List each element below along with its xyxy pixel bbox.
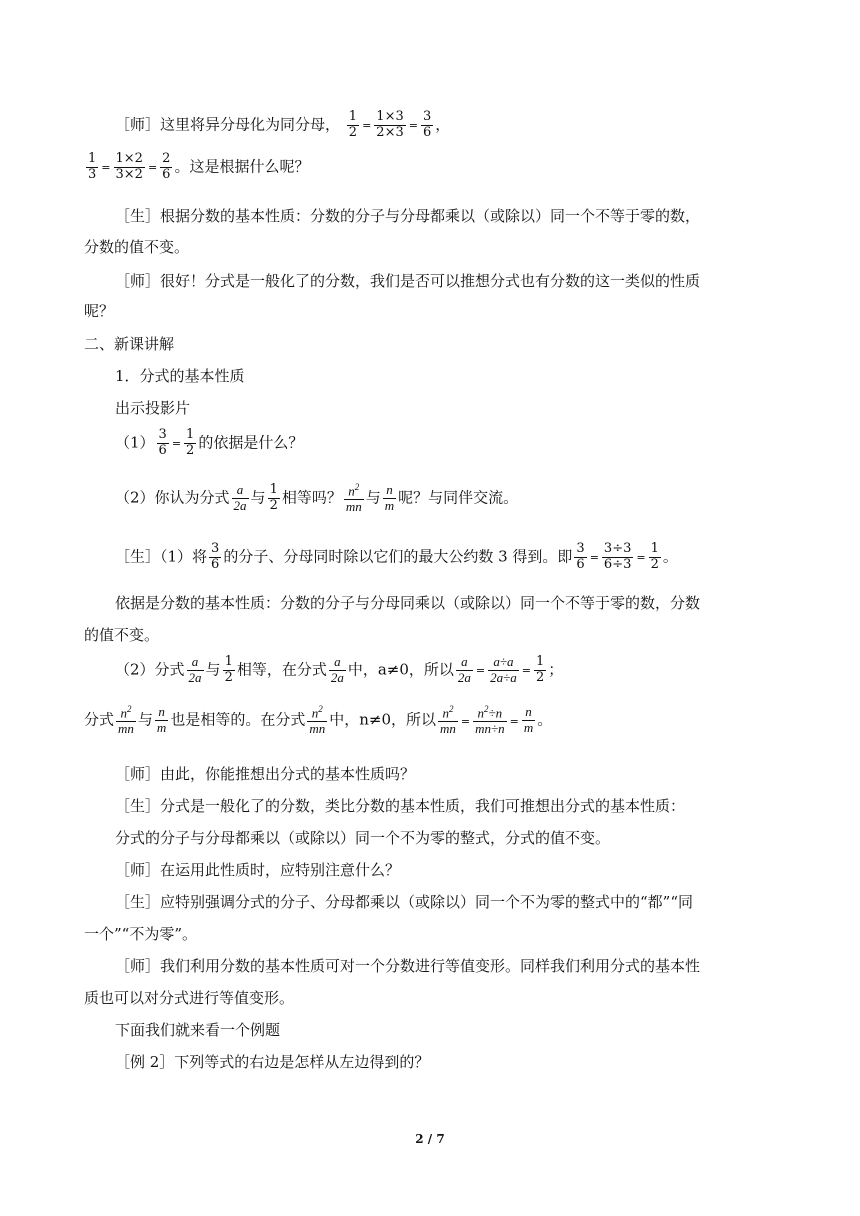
example-2-title: ［例 2］下列等式的右边是怎样从左边得到的？: [115, 1053, 430, 1071]
paragraph-student-1-cont: 分数的值不变。: [84, 238, 190, 256]
paragraph-student-3: ［生］应特别强调分式的分子、分母都乘以（或除以）同一个不为零的整式中的“都”“同: [115, 893, 694, 911]
fraction: $\frac{n^2\div n}{mn\div n}$: [475, 704, 505, 737]
paragraph-basis-cont: 的值不变。: [84, 626, 160, 644]
answer-1: ［生］（1）将 $\frac{3}{6}$ 的分子、分母同时除以它们的最大公约数 3 得到。即 $\frac{3}{6}$ = $\frac{3\div 3}{6\div 3}$ = $\frac{1}{2}$ 。: [115, 541, 678, 572]
question-2: （2）你认为分式 $\frac{a}{2a}$ 与 $\frac{1}{2}$ 相等吗？ $\frac{n^2}{mn}$ 与 $\frac{n}{m}$ 呢？与同伴交流。: [115, 482, 519, 515]
paragraph-student-2-cont: 分式的分子与分母都乘以（或除以）同一个不为零的整式，分式的值不变。: [115, 829, 611, 847]
fraction: $\frac{n^2}{mn}$: [345, 482, 362, 515]
fraction: $\frac{n}{m}$: [384, 482, 395, 514]
fraction: $\frac{1}{2}$: [224, 654, 233, 685]
page-number: 2 / 7: [415, 1132, 445, 1146]
fraction: $\frac{a}{2a}$: [188, 654, 202, 685]
fraction: $\frac{1}{2}$: [269, 482, 278, 514]
paragraph-student-1: ［生］根据分数的基本性质：分数的分子与分母都乘以（或除以）同一个不等于零的数，: [115, 207, 701, 225]
subsection-heading: 1．分式的基本性质: [115, 367, 245, 385]
fraction: $\frac{1}{2}$: [186, 427, 195, 458]
fraction: $\frac{3}{6}$: [576, 541, 585, 572]
fraction: $\frac{1}{2}$: [348, 109, 358, 140]
paragraph-teacher-2: ［师］很好！分式是一般化了的分数，我们是否可以推想分式也有分数的这一类似的性质: [115, 272, 701, 290]
show-slide-text: 出示投影片: [115, 399, 191, 417]
fraction: $\frac{a}{2a}$: [233, 482, 247, 514]
fraction: $\frac{1}{3}$: [88, 151, 97, 182]
line-teacher-1-cont: $\frac{1}{3}$ = $\frac{1\times 2}{3\times 2}$ = $\frac{2}{6}$ 。这是根据什么呢？: [88, 151, 310, 182]
paragraph-student-3-cont: 一个”“不为零”。: [84, 925, 198, 943]
paragraph-basis: 依据是分数的基本性质：分数的分子与分母同乘以（或除以）同一个不等于零的数，分数: [115, 594, 701, 612]
paragraph-teacher-5-cont: 质也可以对分式进行等值变形。: [84, 989, 295, 1007]
fraction: $\frac{3}{6}$: [211, 541, 220, 572]
paragraph-teacher-4: ［师］在运用此性质时，应特别注意什么？: [115, 861, 401, 879]
answer-2-cont: 分式 $\frac{n^2}{mn}$ 与 $\frac{n}{m}$ 也是相等的。在分式 $\frac{n^2}{mn}$ 中，n≠0，所以 $\frac{n^2}{mn}$ = $\frac{n^2\div n}{mn\div n}$ = $\frac{n}{m}$ 。: [84, 704, 553, 737]
paragraph-teacher-3: ［师］由此，你能推想出分式的基本性质吗？: [115, 765, 416, 783]
fraction: $\frac{a}{2a}$: [457, 654, 471, 685]
fraction: $\frac{1}{2}$: [650, 541, 659, 572]
question-1: （1） $\frac{3}{6}$ = $\frac{1}{2}$ 的依据是什么？: [115, 427, 304, 458]
fraction: $\frac{1\times 3}{2\times 3}$: [376, 109, 404, 140]
fraction: $\frac{1\times 2}{3\times 2}$: [115, 151, 143, 182]
fraction: $\frac{3}{6}$: [158, 427, 167, 458]
fraction: $\frac{2}{6}$: [162, 151, 171, 182]
fraction: $\frac{a\div a}{2a\div a}$: [490, 654, 517, 685]
fraction: $\frac{n^2}{mn}$: [118, 704, 134, 737]
section-heading: 二、新课讲解: [84, 335, 175, 353]
paragraph-example-intro: 下面我们就来看一个例题: [115, 1021, 281, 1039]
fraction: $\frac{n}{m}$: [156, 704, 167, 736]
fraction: $\frac{n}{m}$: [523, 704, 534, 736]
line-teacher-1: ［师］这里将异分母化为同分母， $\frac{1}{2}$ = $\frac{1\times 3}{2\times 3}$ = $\frac{3}{6}$ ，: [115, 109, 451, 140]
fraction: $\frac{n^2}{mn}$: [440, 704, 456, 737]
fraction: $\frac{n^2}{mn}$: [309, 704, 326, 737]
paragraph-teacher-2-cont: 呢？: [84, 302, 115, 320]
answer-2: （2）分式 $\frac{a}{2a}$ 与 $\frac{1}{2}$ 相等，在分式 $\frac{a}{2a}$ 中，a≠0，所以 $\frac{a}{2a}$ = $\frac{a\div a}{2a\div a}$ = $\frac{1}{2}$ ；: [115, 654, 564, 685]
fraction: $\frac{3\div 3}{6\div 3}$: [603, 541, 632, 572]
paragraph-student-2: ［生］分式是一般化了的分数，类比分数的基本性质，我们可推想出分式的基本性质：: [115, 797, 686, 815]
fraction: $\frac{a}{2a}$: [330, 654, 344, 685]
paragraph-teacher-5: ［师］我们利用分数的基本性质可对一个分数进行等值变形。同样我们利用分式的基本性: [115, 957, 701, 975]
fraction: $\frac{1}{2}$: [536, 654, 545, 685]
fraction: $\frac{3}{6}$: [422, 109, 432, 140]
